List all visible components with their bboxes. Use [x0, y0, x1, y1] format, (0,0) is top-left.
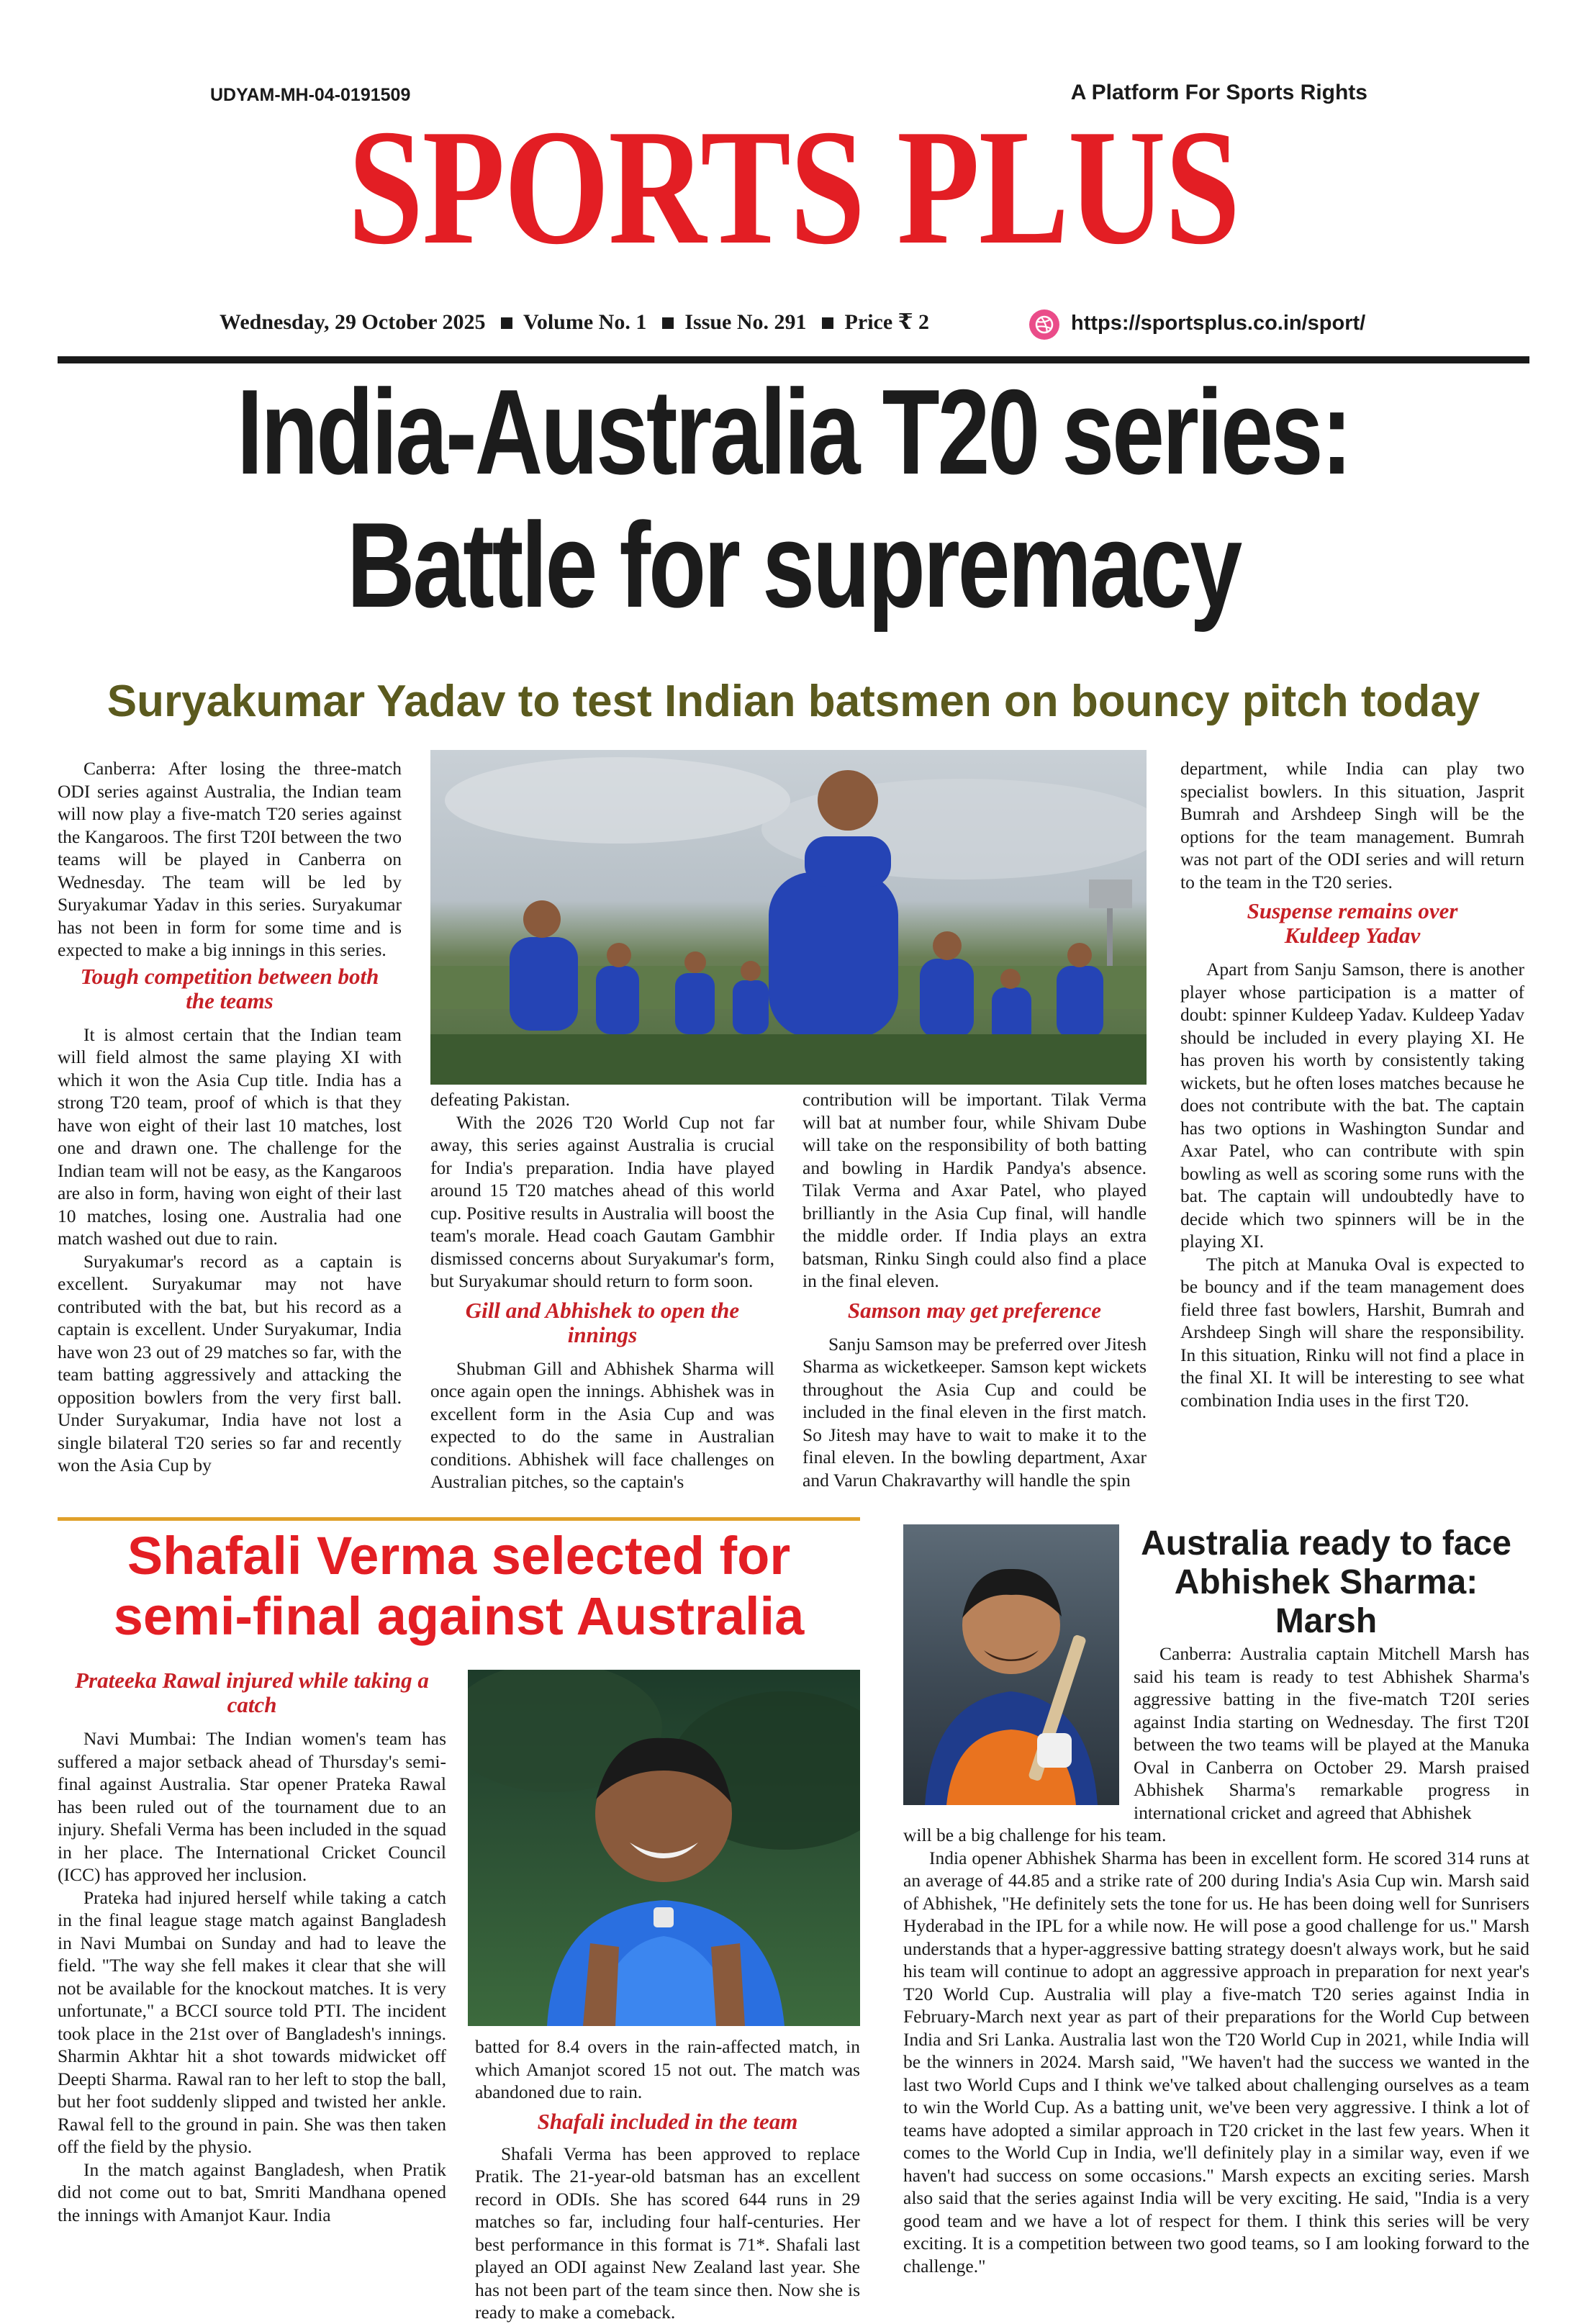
- subheading: Tough competition between both the teams: [80, 963, 379, 1013]
- paragraph: batted for 8.4 overs in the rain-affected match, in which Amanjot scored 15 not out. The match was abandoned due to rain.: [475, 2036, 860, 2102]
- paragraph: Canberra: Australia captain Mitchell Marsh has said his team is ready to test Abhishek Sharma's aggressive batting in the five-match T20I series against India starting on Wednesday. The first T20I between the two teams will be played at the Manuka Oval in Canberra on October 29. Marsh praised Abhishek Sharma's remarkable progress in international cricket and agreed that Abhishek: [1134, 1643, 1529, 1823]
- abhishek-sharma-photo: [903, 1524, 1119, 1805]
- volume-number: Volume No. 1: [523, 310, 647, 334]
- paragraph: defeating Pakistan.: [430, 1089, 571, 1110]
- lead-column-2: [430, 1088, 774, 1493]
- paragraph: Shafali Verma has been approved to replace Pratik. The 21-year-old batsman has an excellent record in ODIs. She has scored 644 runs in 29 matches so far, including four half-centuries. Her best performance in this format is 71*. Shafali last played an ODI against New Zealand last year. She has not been part of the team since then. Now she is ready to make a comeback.: [475, 2143, 860, 2323]
- masthead-divider: [58, 356, 1529, 363]
- marsh-intro: [1134, 1642, 1529, 1824]
- price: Price ₹ 2: [844, 310, 930, 334]
- lead-column-3: [802, 1088, 1147, 1491]
- paragraph: department, while India can play two specialist bowlers. In this situation, Jasprit Bumrah and Arshdeep Singh will be the options for the team management. Bumrah was not part of the ODI series and will return to the team in the T20 series.: [1180, 758, 1524, 892]
- shafali-headline-line2: semi-final against Australia: [113, 1586, 805, 1646]
- paragraph: Shubman Gill and Abhishek Sharma will once again open the innings. Abhishek was in excellent form in the Asia Cup and was expected to do the same in Australian conditions. Abhishek will face challenges on Australian pitches, so the captain's: [430, 1357, 774, 1492]
- paragraph: Sanju Samson may be preferred over Jitesh Sharma as wicketkeeper. Samson kept wickets throughout the Asia Cup and could be included in the final eleven in the first match. So Jitesh may have to wait to make it to the final eleven. In the bowling department, Axar and Varun Chakravarthy will handle the spin: [802, 1333, 1147, 1491]
- marsh-headline-line1: Australia ready to face: [1141, 1524, 1511, 1563]
- shafali-headline-line1: Shafali Verma selected for: [127, 1526, 791, 1586]
- marsh-headline-line3: Marsh: [1275, 1602, 1378, 1640]
- bullet-square-icon: [822, 317, 833, 329]
- lead-column-4: [1180, 757, 1524, 1411]
- website-link[interactable]: https://sportsplus.co.in/sport/: [1071, 312, 1366, 335]
- marsh-headline-line2: Abhishek Sharma:: [1174, 1563, 1478, 1601]
- lead-headline-line2: Battle for supremacy: [346, 497, 1241, 633]
- lead-headline: [0, 363, 1587, 633]
- dribbble-icon: [1029, 309, 1059, 340]
- masthead-info-bar: [220, 309, 929, 335]
- shafali-headline: [58, 1526, 860, 1647]
- subheading: Gill and Abhishek to open the innings: [465, 1297, 740, 1347]
- udyam-number: UDYAM-MH-04-0191509: [210, 85, 411, 105]
- paragraph: Canberra: After losing the three-match ODI series against Australia, the Indian team will now play a five-match T20 series against the Kangaroos. The first T20I between the two teams will be played in Canberra on Wednesday. The team will be led by Suryakumar Yadav in this series. Suryakumar has not been in form for some time and is expected to make a big innings in this series.: [58, 758, 402, 960]
- shafali-column-2: [475, 2035, 860, 2324]
- paragraph: With the 2026 T20 World Cup not far away, this series against Australia is crucial for India's preparation. India have played around 15 T20 matches ahead of this world cup. Positive results in Australia will boost the team's morale. Head coach Gautam Gambhir dismissed concerns about Suryakumar's form, but Suryakumar should return to form soon.: [430, 1111, 774, 1291]
- marsh-headline: [1123, 1524, 1529, 1641]
- issue-date: Wednesday, 29 October 2025: [220, 310, 486, 334]
- lead-headline-line1: India-Australia T20 series:: [236, 364, 1351, 499]
- paragraph: Apart from Sanju Samson, there is another player whose participation is a matter of doubt: spinner Kuldeep Yadav. Kuldeep Yadav should be included in every playing XI. He has proven his worth by consistently taking wickets, but he often loses matches because he does not contribute with the bat. The captain has two options in Washington Sundar and Axar Patel, who can contribute with spin bowling as well as scoring some runs with the bat. The captain will undoubtedly have to decide which two spinners will be in the playing XI.: [1180, 959, 1524, 1252]
- subheading: Samson may get preference: [847, 1297, 1102, 1323]
- masthead-tagline: A Platform For Sports Rights: [1070, 81, 1367, 104]
- lead-subhead: Suryakumar Yadav to test Indian batsmen on bouncy pitch today: [107, 677, 1480, 726]
- paragraph: contribution will be important. Tilak Verma will bat at number four, while Shivam Dube will take on the responsibility of both batting and bowling in Hardik Pandya's absence. Tilak Verma and Axar Patel, who played brilliantly in the Asia Cup final, will handle the middle order. If India plays an extra batsman, Rinku Singh could also find a place in the final eleven.: [802, 1089, 1147, 1291]
- subheading: Shafali included in the team: [537, 2108, 798, 2134]
- paragraph: will be a big challenge for his team.: [903, 1825, 1167, 1845]
- shafali-column-1: [58, 1668, 446, 2226]
- paragraph: India opener Abhishek Sharma has been in excellent form. He scored 314 runs at an average of 44.85 and a strike rate of 200 during India's Asia Cup win. Marsh said of Abhishek, "He definitely sets the tone for us. He has been doing well for Sunrisers Hyderabad in the IPL for a while now. He will pose a good challenge for us." Marsh understands that a hyper-aggressive batting strategy doesn't always work, but he said his team will continue to adopt an aggressive approach in preparation for next year's T20 World Cup. Australia will play a five-match T20 series against India in February-March next year as part of their preparations for the World Cup between India and Sri Lanka. Australia last won the T20 World Cup in 2021, while India will be the winners in 2024. Marsh said, "We haven't had the success we wanted in the last two World Cups and I think we've talked about challenging ourselves as a team to win the World Cup. As a batting unit, we've been very aggressive. I think a lot of teams have adopted a similar approach in T20 cricket in the last few years. When it comes to the World Cup in India, we'll definitely play in a similar way, even if we haven't had success on some occasions." Marsh expects an exciting series. Marsh also said that the series against India will be very exciting. He said, "India is a very good team and we have a lot of respect for them. I think this series will be very exciting. It is a competition between two good teams, so I am looking forward to the challenge.": [903, 1847, 1529, 2276]
- paragraph: Prateka had injured herself while taking a catch in the final league stage match against Bangladesh in Navi Mumbai on Sunday and had to leave the field. "The way she fell makes it clear that she will not be available for the knockout matches. It is very unfortunate," a BCCI source told PTI. The incident took place in the 21st over of Bangladesh's innings. Sharmin Akhtar hit a shot towards midwicket off Deepti Sharma. Rawal ran to her left to stop the ball, but her foot suddenly slipped and twisted her ankle. Rawal fell to the ground in pain. She was then taken off the field by the physio.: [58, 1886, 446, 2157]
- section-divider: [58, 1517, 860, 1521]
- subheading: Prateeka Rawal injured while taking a catch: [75, 1668, 429, 1717]
- paragraph: It is almost certain that the Indian team will field almost the same playing XI with which it won the Asia Cup title. India has a strong T20 team, proof of which is that they have won eight of their last 10 matches, lost one and drawn one. The challenge for the Indian team will not be easy, as the Kangaroos are also in form, having won eight of their last 10 matches, losing one. Australia had one match washed out due to rain.: [58, 1023, 402, 1249]
- subheading: Suspense remains over Kuldeep Yadav: [1247, 898, 1458, 948]
- masthead-title: SPORTS PLUS: [348, 95, 1239, 279]
- paragraph: The pitch at Manuka Oval is expected to be bouncy and if the team management does field three fast bowlers, Harshit, Bumrah and Arshdeep Singh will share the responsibility. In this situation, Rinku will not find a place in the final XI. It will be interesting to see what combination India uses in the first T20.: [1180, 1253, 1524, 1411]
- lead-photo-team-training: [430, 750, 1147, 1085]
- shafali-verma-photo: [468, 1670, 860, 2026]
- issue-number: Issue No. 291: [684, 310, 807, 334]
- bullet-square-icon: [501, 317, 512, 329]
- marsh-body: [903, 1824, 1529, 2277]
- paragraph: Navi Mumbai: The Indian women's team has suffered a major setback ahead of Thursday's semi-final against Australia. Star opener Prateka Rawal has been ruled out of the tournament due to an injury. Shefali Verma has been included in the squad in her place. The International Cricket Council (ICC) has approved her inclusion.: [58, 1728, 446, 1885]
- lead-column-1: [58, 757, 402, 1477]
- paragraph: Suryakumar's record as a captain is excellent. Suryakumar may not have contributed with the bat, but his record as a captain is excellent. Under Suryakumar, India have won 23 out of 29 matches so far, with the team batting aggressively and attacking the opposition bowlers from the very first ball. Under Suryakumar, India have not lost a single bilateral T20 series so far and recently won the Asia Cup by: [58, 1250, 402, 1475]
- bullet-square-icon: [662, 317, 674, 329]
- paragraph: In the match against Bangladesh, when Pratik did not come out to bat, Smriti Mandhana opened the innings with Amanjot Kaur. India: [58, 2158, 446, 2225]
